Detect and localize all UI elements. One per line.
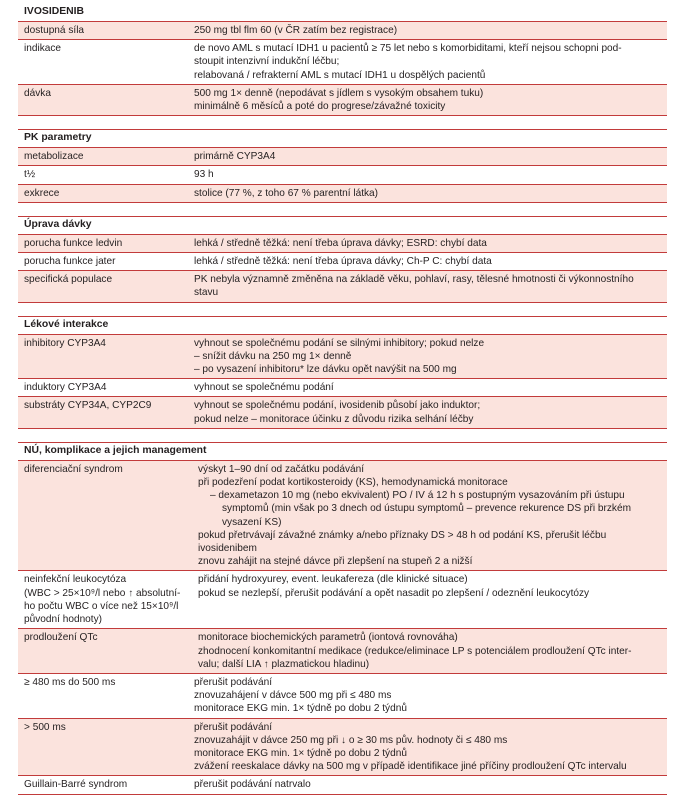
- row-value: [194, 335, 667, 379]
- row-value: [194, 379, 667, 396]
- row-label: prodloužení QTc: [24, 632, 98, 644]
- table-row: [18, 40, 667, 85]
- row-value-line: – po vysazení inhibitoru* lze dávku opět navýšit na 500 mg: [194, 364, 457, 376]
- row-label: specifická populace: [24, 274, 113, 286]
- table-row: [18, 719, 667, 777]
- row-value-line: pokud nelze – monitorace účinku z důvodu rizika selhání léčby: [194, 413, 474, 425]
- table-row: [18, 674, 667, 719]
- row-value: [194, 776, 667, 793]
- row-value: [194, 40, 667, 84]
- row-value-line: při podezření podat kortikosteroidy (KS), hemodynamická monitorace: [198, 477, 508, 489]
- row-value-line: vyhnout se společnému podání: [194, 382, 334, 394]
- row-value: [194, 629, 667, 673]
- row-value-line: valu; další LIA ↑ plazmatickou hladinu): [198, 658, 370, 670]
- row-label-line: původní hodnoty): [24, 614, 103, 626]
- row-value-line: výskyt 1–90 dní od začátku podávání: [198, 463, 365, 475]
- table-row: [18, 629, 667, 674]
- row-value: [194, 148, 667, 165]
- row-value-line: monitorace EKG min. 1× týdně po dobu 2 týdnů: [194, 703, 407, 715]
- row-value: [194, 185, 667, 202]
- row-value: [194, 166, 667, 183]
- row-value-line: ivosidenibem: [198, 543, 257, 555]
- table-row: [18, 22, 667, 40]
- row-value-line: pokud se nezlepší, přerušit podávání a opět nasadit po zlepšení / odeznění leukocytózy: [198, 587, 590, 599]
- table-row: [18, 85, 667, 116]
- row-value-line: monitorace EKG min. 1× týdně po dobu 2 týdnů: [194, 747, 407, 759]
- row-value-line: znovu zahájit na stejné dávce při zlepšení na stupeň 2 a nižší: [198, 556, 473, 568]
- row-value-line: stavu: [194, 287, 219, 299]
- row-value: [194, 235, 667, 252]
- row-value: [194, 461, 667, 571]
- table-row: [18, 776, 667, 794]
- row-value-line: stolice (77 %, z toho 67 % parentní látka): [194, 187, 379, 199]
- row-value: [194, 674, 667, 718]
- row-value-line: symptomů (min však po 3 dnech od ústupu symptomů – prevence rekurence DS při brzkém: [222, 503, 631, 515]
- row-value-line: zhodnocení konkomitantní medikace (redukce/eliminace LP s potenciálem prodloužení QTc inter-: [198, 645, 632, 657]
- row-value: [194, 271, 667, 301]
- section-heading: NÚ, komplikace a jejich management: [18, 443, 667, 461]
- row-value-line: 250 mg tbl flm 60 (v ČR zatím bez registrace): [194, 25, 398, 36]
- section-gap: [18, 429, 667, 443]
- row-value-line: znovuzahájení v dávce 500 mg při ≤ 480 ms: [194, 690, 392, 702]
- row-label: > 500 ms: [24, 721, 66, 733]
- row-value: [194, 719, 667, 776]
- row-label: porucha funkce jater: [24, 256, 116, 268]
- row-value-line: – dexametazon 10 mg (nebo ekvivalent) PO / IV á 12 h s postupným vysazováním při ústupu: [210, 490, 625, 502]
- row-value-line: vyhnout se společnému podání se silnými inhibitory; pokud nelze: [194, 337, 485, 349]
- table-row: [18, 571, 667, 629]
- row-value-line: přerušit podávání: [194, 676, 272, 688]
- table-row: [18, 461, 667, 572]
- section-gap: [18, 116, 667, 130]
- table-row: [18, 335, 667, 380]
- section-heading: PK parametry: [18, 130, 667, 148]
- section-gap: [18, 203, 667, 217]
- row-value-line: lehká / středně těžká: není třeba úprava dávky; ESRD: chybí data: [194, 237, 487, 249]
- row-value-line: stoupit intenzivní indukční léčbu;: [194, 56, 340, 68]
- row-value-line: pokud přetrvávají závažné známky a/nebo příznaky DS > 48 h od podání KS, přerušit léčbu: [198, 529, 607, 541]
- row-label: dostupná síla: [24, 25, 85, 36]
- row-value-line: přerušit podávání: [194, 721, 272, 733]
- row-label: [18, 571, 194, 628]
- row-label: t½: [24, 169, 36, 181]
- section-gap: [18, 303, 667, 317]
- row-label: indikace: [24, 43, 62, 55]
- row-label: inhibitory CYP3A4: [24, 337, 106, 349]
- row-value-line: 500 mg 1× denně (nepodávat s jídlem s vysokým obsahem tuku): [194, 87, 484, 99]
- row-label-line: (WBC > 25×10⁹/l nebo ↑ absolutní-: [24, 587, 181, 599]
- row-value-line: – snížit dávku na 250 mg 1× denně: [194, 350, 352, 362]
- table-row: [18, 166, 667, 184]
- row-value: [194, 397, 667, 427]
- row-label: substráty CYP34A, CYP2C9: [24, 400, 152, 412]
- drug-info-table: [18, 0, 667, 795]
- table-row: [18, 379, 667, 397]
- row-label: diferenciační syndrom: [24, 463, 123, 475]
- table-row: [18, 235, 667, 253]
- row-value: [194, 253, 667, 270]
- table-row: [18, 253, 667, 271]
- row-value-line: minimálně 6 měsíců a poté do progrese/závažné toxicity: [194, 101, 446, 113]
- row-value-line: vyhnout se společnému podání, ivosidenib působí jako induktor;: [194, 400, 481, 412]
- row-label: induktory CYP3A4: [24, 382, 107, 394]
- row-label: exkrece: [24, 187, 60, 199]
- row-value-line: relabovaná / refrakterní AML s mutací IDH1 u dospělých pacientů: [194, 69, 486, 81]
- table-row: [18, 397, 667, 428]
- row-value: [194, 85, 667, 115]
- row-label: metabolizace: [24, 151, 84, 163]
- table-row: [18, 185, 667, 203]
- row-value-line: znovuzahájit v dávce 250 mg při ↓ o ≥ 30 ms pův. hodnoty či ≤ 480 ms: [194, 734, 508, 746]
- row-value-line: primárně CYP3A4: [194, 151, 276, 163]
- row-value-line: přidání hydroxyurey, event. leukafereza (dle klinické situace): [198, 574, 468, 586]
- row-value: [194, 22, 667, 39]
- row-value-line: PK nebyla významně změněna na základě věku, pohlaví, rasy, tělesné hmotnosti či výkonnostního: [194, 274, 634, 286]
- row-label: ≥ 480 ms do 500 ms: [24, 676, 116, 688]
- row-value-line: de novo AML s mutací IDH1 u pacientů ≥ 75 let nebo s komorbiditami, kteří nejsou schopni pod-: [194, 43, 622, 55]
- row-value-line: monitorace biochemických parametrů (iontová rovnováha): [198, 632, 458, 644]
- row-value-line: 93 h: [194, 169, 214, 181]
- row-label: Guillain-Barré syndrom: [24, 779, 128, 791]
- row-value-line: zvážení reeskalace dávky na 500 mg v případě identifikace jiné příčiny prodloužení QTc intervalu: [194, 761, 627, 773]
- row-label-line: neinfekční leukocytóza: [24, 574, 127, 586]
- section-heading: Úprava dávky: [18, 217, 667, 235]
- row-label: porucha funkce ledvin: [24, 237, 123, 249]
- row-value-line: přerušit podávání natrvalo: [194, 779, 311, 791]
- row-label: dávka: [24, 87, 51, 99]
- section-heading: Lékové interakce: [18, 317, 667, 335]
- row-value-line: vysazení KS): [222, 516, 282, 528]
- table-row: [18, 271, 667, 302]
- row-value-line: lehká / středně těžká: není třeba úprava dávky; Ch-P C: chybí data: [194, 256, 492, 268]
- row-label-line: ho počtu WBC o více než 15×10⁹/l: [24, 600, 179, 612]
- table-row: [18, 148, 667, 166]
- row-value: [194, 571, 667, 628]
- section-heading: IVOSIDENIB: [18, 4, 667, 22]
